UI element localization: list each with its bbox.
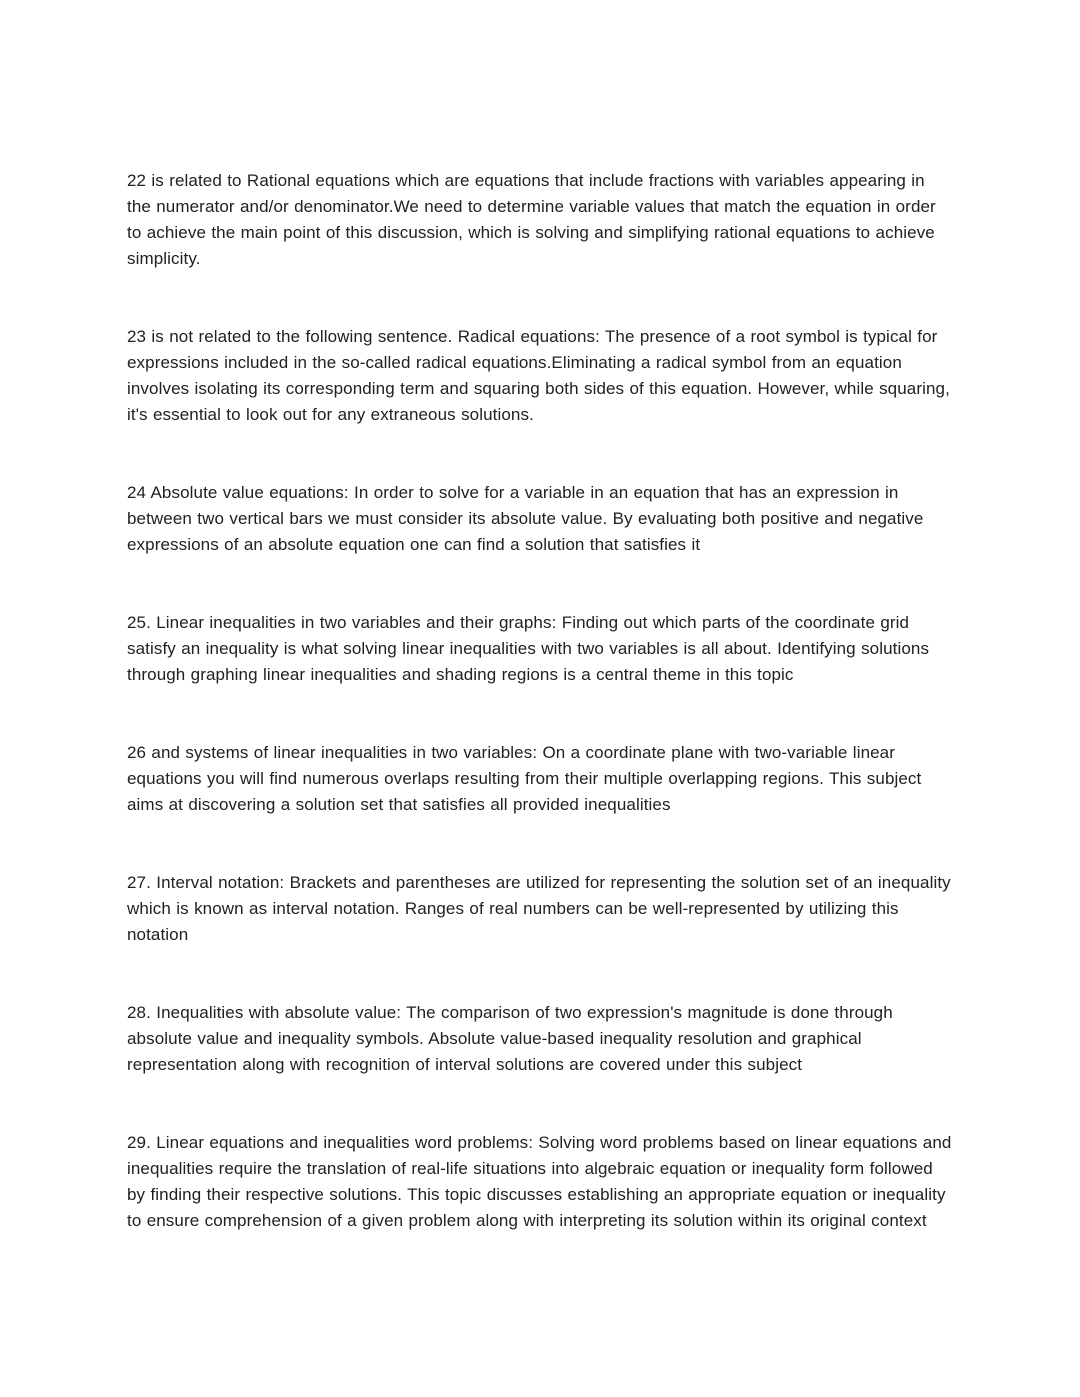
- paragraph-28: 28. Inequalities with absolute value: The comparison of two expression's magnitude is done through absolute value and inequality symbols. Absolute value-based inequality resolution and graphical representation along with recognition of interval solutions are covered under this subject: [127, 1003, 893, 1074]
- paragraph-22: 22 is related to Rational equations which are equations that include fractions with variables appearing in the numerator and/or denominator.We need to determine variable values that match the equation in order to achieve the main point of this discussion, which is solving and simplifying rational equations to achieve simplicity.: [127, 171, 936, 268]
- paragraph-27: 27. Interval notation: Brackets and parentheses are utilized for representing the solution set of an inequality which is known as interval notation. Ranges of real numbers can be well-represented by utilizing this notation: [127, 873, 951, 944]
- paragraph-29: 29. Linear equations and inequalities word problems: Solving word problems based on linear equations and inequalities require the translation of real-life situations into algebraic equation or inequality form followed by finding their respective solutions. This topic discusses establishing an appropriate equation or inequality to ensure comprehension of a given problem along with interpreting its solution within its original context: [127, 1133, 952, 1230]
- paragraph-24: 24 Absolute value equations: In order to solve for a variable in an equation that has an expression in between two vertical bars we must consider its absolute value. By evaluating both positive and negative expressions of an absolute equation one can find a solution that satisfies it: [127, 483, 924, 554]
- paragraph-23: 23 is not related to the following sentence. Radical equations: The presence of a root symbol is typical for expressions included in the so-called radical equations.Eliminating a radical symbol from an equation involves isolating its corresponding term and squaring both sides of this equation. However, while squaring, it's essential to look out for any extraneous solutions.: [127, 327, 950, 424]
- paragraph-25: 25. Linear inequalities in two variables and their graphs: Finding out which parts of the coordinate grid satisfy an inequality is what solving linear inequalities with two variables is all about. Identifying solutions through graphing linear inequalities and shading regions is a central theme in this topic: [127, 613, 930, 684]
- paragraph-26: 26 and systems of linear inequalities in two variables: On a coordinate plane with two-variable linear equations you will find numerous overlaps resulting from their multiple overlapping regions. This subject aims at discovering a solution set that satisfies all provided inequalities: [127, 743, 922, 814]
